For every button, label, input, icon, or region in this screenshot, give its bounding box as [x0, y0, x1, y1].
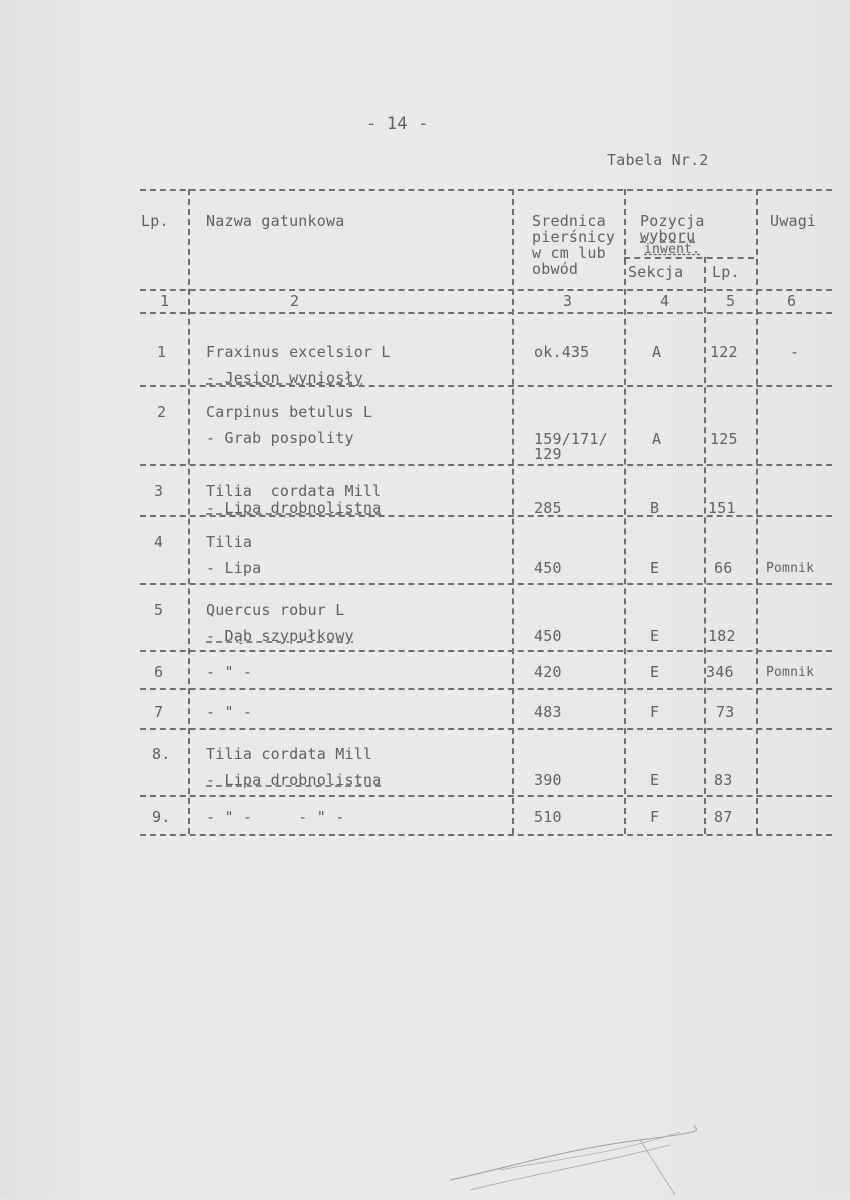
- row-section: E: [650, 771, 660, 789]
- row-common-name: - Lipa: [206, 559, 262, 577]
- row-position: 87: [714, 808, 733, 826]
- header-diameter-line3: w cm lub: [532, 244, 606, 262]
- row-latin-name: - " - - " -: [206, 808, 345, 826]
- row-position: 83: [714, 771, 733, 789]
- row-position: 66: [714, 559, 733, 577]
- row-lp: 3: [154, 482, 164, 500]
- row-common-name: - Jesion wyniosły: [206, 369, 363, 387]
- row-latin-name: Tilia cordata Mill: [206, 482, 382, 500]
- row-diameter: 159/171/: [534, 430, 608, 448]
- row-diameter: ok.435: [534, 343, 590, 361]
- row-lp: 5: [154, 601, 164, 619]
- col-separator-diameter: [624, 189, 626, 834]
- row-lp: 4: [154, 533, 164, 551]
- header-position-lp: Lp.: [712, 263, 740, 281]
- row-position: 122: [710, 343, 738, 361]
- column-number-5: 5: [726, 292, 736, 310]
- pencil-scribble-icon: [440, 1110, 700, 1200]
- column-numbers-border: [140, 312, 832, 314]
- row-diameter: 285: [534, 499, 562, 517]
- row-common-name: - Grab pospolity: [206, 429, 354, 447]
- column-number-1: 1: [160, 292, 170, 310]
- row-position: 151: [708, 499, 736, 517]
- row-diameter: 483: [534, 703, 562, 721]
- column-number-6: 6: [787, 292, 797, 310]
- column-number-2: 2: [290, 292, 300, 310]
- row-lp: 7: [154, 703, 164, 721]
- row-divider-7: [140, 728, 832, 730]
- row-divider-5: [140, 650, 832, 652]
- row-position: 346: [706, 663, 734, 681]
- row-position: 182: [708, 627, 736, 645]
- header-position-line3: inwent.: [644, 242, 701, 257]
- row-remarks: Pomnik: [766, 665, 815, 680]
- row-section: F: [650, 808, 660, 826]
- row-section: E: [650, 627, 660, 645]
- table-top-border: [140, 189, 832, 191]
- row-diameter-continued: 129: [534, 445, 562, 463]
- column-number-3: 3: [563, 292, 573, 310]
- table-title: Tabela Nr.2: [607, 151, 709, 169]
- header-diameter-line4: obwód: [532, 260, 579, 278]
- page-number: - 14 -: [366, 114, 429, 134]
- row-lp: 1: [157, 343, 167, 361]
- header-remarks: Uwagi: [770, 212, 817, 230]
- header-lp: Lp.: [141, 212, 169, 230]
- row-divider-2: [140, 464, 832, 466]
- row-common-name: - Dąb szypułkowy: [206, 627, 354, 645]
- col-separator-lp: [188, 189, 190, 834]
- row-lp: 2: [157, 403, 167, 421]
- row-diameter: 510: [534, 808, 562, 826]
- row-divider-4: [140, 583, 832, 585]
- row-section: A: [652, 430, 662, 448]
- row-position: 73: [716, 703, 735, 721]
- row-divider-8: [140, 795, 832, 797]
- column-number-4: 4: [660, 292, 670, 310]
- row-latin-name: Tilia: [206, 533, 253, 551]
- table-bottom-border: [140, 834, 832, 836]
- row-diameter: 420: [534, 663, 562, 681]
- row-latin-name: - " -: [206, 703, 253, 721]
- row-common-name: - Lipa drobnolistna: [206, 771, 382, 789]
- row-section: E: [650, 663, 660, 681]
- header-name: Nazwa gatunkowa: [206, 212, 345, 230]
- row-divider-6: [140, 688, 832, 690]
- header-position-line2: wyboru: [640, 227, 696, 245]
- row-latin-name: Fraxinus excelsior L: [206, 343, 391, 361]
- row-diameter: 450: [534, 559, 562, 577]
- header-diameter-line2: pierśnicy: [532, 228, 616, 246]
- row-remarks: Pomnik: [766, 561, 815, 576]
- header-section: Sekcja: [628, 263, 684, 281]
- row-position: 125: [710, 430, 738, 448]
- row-latin-name: Quercus robur L: [206, 601, 345, 619]
- row-latin-name: - " -: [206, 663, 253, 681]
- row-lp: 9.: [152, 808, 171, 826]
- row-common-name: - Lipa drobnolistna: [206, 499, 382, 517]
- col-separator-name: [512, 189, 514, 834]
- row-section: A: [652, 343, 662, 361]
- header-position-line1: Pozycja: [640, 212, 705, 230]
- row-latin-name: Carpinus betulus L: [206, 403, 373, 421]
- col-separator-position: [756, 189, 758, 834]
- row-section: B: [650, 499, 660, 517]
- row-section: E: [650, 559, 660, 577]
- header-bottom-border: [140, 289, 832, 291]
- row-diameter: 390: [534, 771, 562, 789]
- row-section: F: [650, 703, 660, 721]
- row-latin-name: Tilia cordata Mill: [206, 745, 373, 763]
- row-remarks: -: [790, 343, 800, 361]
- row-diameter: 450: [534, 627, 562, 645]
- header-diameter-line1: Srednica: [532, 212, 606, 230]
- row-lp: 8.: [152, 745, 171, 763]
- row-lp: 6: [154, 663, 164, 681]
- col-separator-section: [704, 257, 706, 834]
